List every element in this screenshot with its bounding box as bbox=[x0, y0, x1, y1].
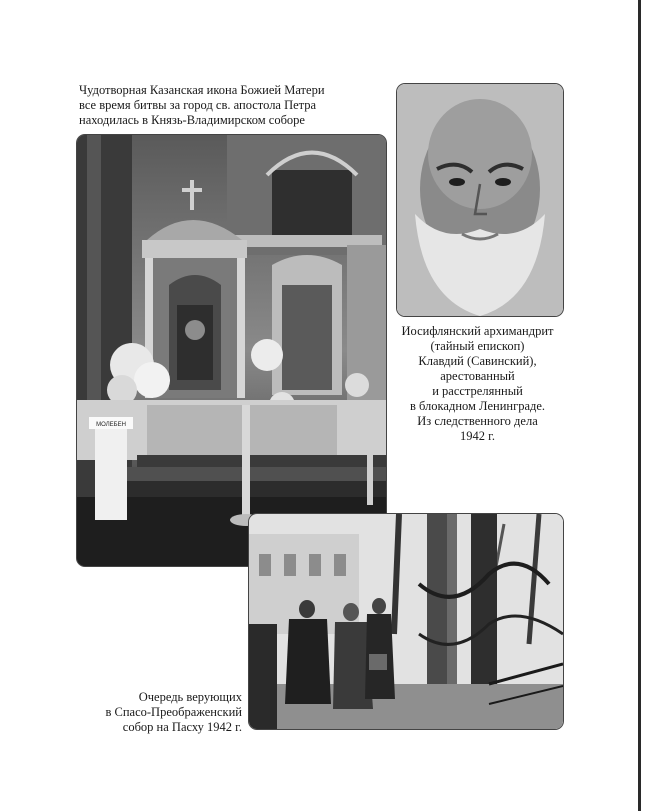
photo-iconostasis bbox=[77, 135, 386, 566]
caption-line: Чудотворная Казанская икона Божией Матери bbox=[79, 83, 325, 97]
caption-line: Иосифлянский архимандрит bbox=[401, 324, 554, 338]
caption-line: арестованный bbox=[440, 369, 515, 383]
caption-kazan-icon bbox=[79, 83, 325, 128]
caption-line: Клавдий (Савинский), bbox=[418, 354, 537, 368]
lectern-sign-text: МОЛЕБЕН bbox=[96, 422, 126, 428]
caption-line: все время битвы за город св. апостола Петра bbox=[79, 98, 317, 112]
caption-line: и расстрелянный bbox=[432, 384, 523, 398]
caption-line: в Спасо-Преображенский bbox=[105, 705, 242, 719]
photo-portrait bbox=[397, 84, 563, 316]
caption-easter-queue bbox=[60, 690, 242, 735]
caption-line: находилась в Князь-Владимирском соборе bbox=[79, 113, 305, 127]
photo-easter-queue bbox=[249, 514, 563, 729]
caption-line: собор на Пасху 1942 г. bbox=[122, 720, 242, 734]
page-edge-rule bbox=[638, 0, 641, 811]
caption-line: Из следственного дела bbox=[417, 414, 538, 428]
caption-line: (тайный епископ) bbox=[430, 339, 525, 353]
caption-archimandrite bbox=[390, 324, 565, 444]
caption-line: в блокадном Ленинграде. bbox=[409, 399, 546, 413]
caption-line: 1942 г. bbox=[460, 429, 495, 443]
caption-line: Очередь верующих bbox=[138, 690, 242, 704]
